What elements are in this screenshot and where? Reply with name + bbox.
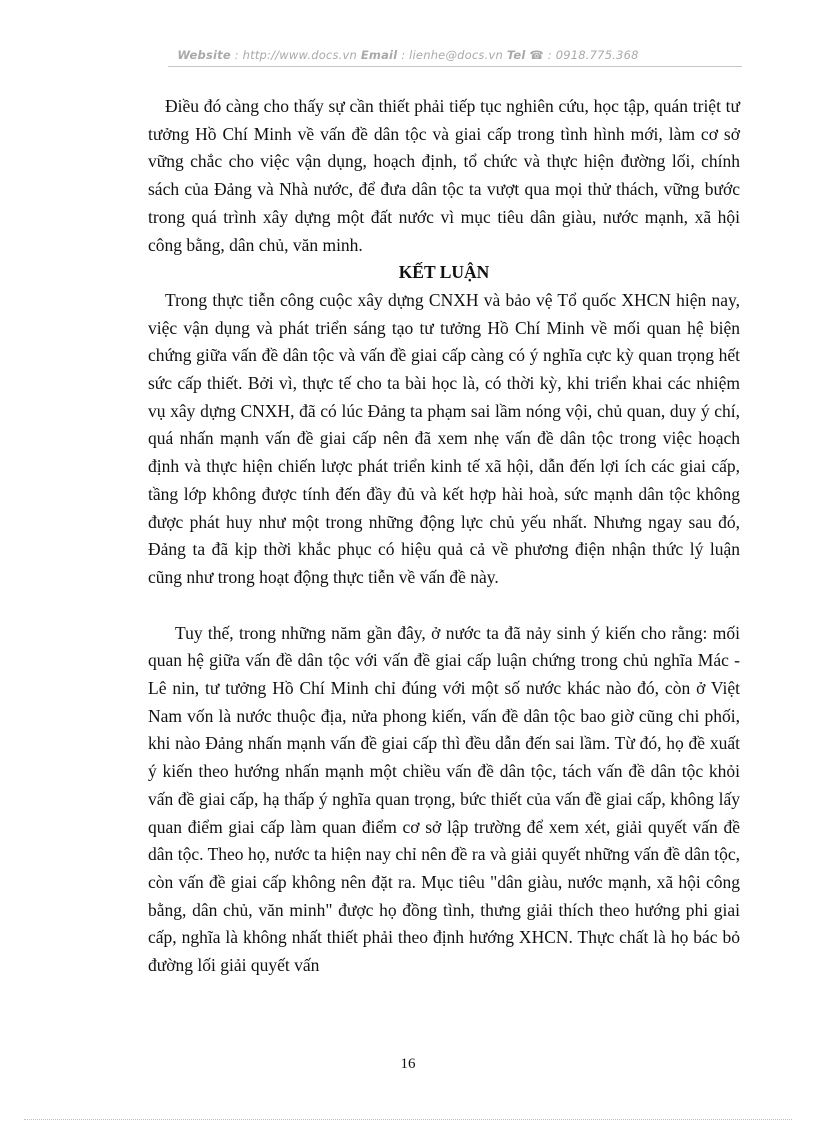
- paragraph-counterview: Tuy thế, trong những năm gần đây, ở nước ta đã nảy sinh ý kiến cho rằng: mối quan hệ giữa vấn đề dân tộc với vấn đề giai cấp luận chứng trong chủ nghĩa Mác - Lê nin, tư tưởng Hồ Chí Minh chỉ đúng với một số nước khác nào đó, còn ở Việt Nam vốn là nước thuộc địa, nửa phong kiến, vấn đề dân tộc bao giờ cũng chi phối, khi nào Đảng nhấn mạnh vấn đề giai cấp thì đều dẫn đến sai lầm. Từ đó, họ đề xuất ý kiến theo hướng nhấn mạnh một chiều vấn đề dân tộc, tách vấn đề dân tộc khỏi vấn đề giai cấp, hạ thấp ý nghĩa quan trọng, bức thiết của vấn đề giai cấp, không lấy quan điểm giai cấp làm quan điểm cơ sở lập trường để xem xét, giải quyết vấn đề dân tộc. Theo họ, nước ta hiện nay chỉ nên đề ra và giải quyết những vấn đề dân tộc, còn vấn đề giai cấp không nên đặt ra. Mục tiêu "dân giàu, nước mạnh, xã hội công bằng, dân chủ, văn minh" được họ đồng tình, thưng giải thích theo hướng phi giai cấp, nghĩa là không nhất thiết phải theo định hướng XHCN. Thực chất là họ bác bỏ đường lối giải quyết vấn: [148, 622, 740, 976]
- paragraph-intro: Điều đó càng cho thấy sự cần thiết phải tiếp tục nghiên cứu, học tập, quán triệt tư tưởng Hồ Chí Minh về vấn đề dân tộc và giai cấp trong tình hình mới, làm cơ sở vững chắc cho việc vận dụng, hoạch định, tổ chức và thực hiện đường lối, chính sách của Đảng và Nhà nước, để đưa dân tộc ta vượt qua mọi thử thách, vững bước trong quá trình xây dựng một đất nước vì mục tiêu dân giàu, nước mạnh, xã hội công bằng, dân chủ, văn minh.: [148, 96, 740, 255]
- document-body: [148, 93, 740, 980]
- page-number: 16: [400, 1056, 416, 1072]
- email-address: lienhe@docs.vn: [409, 48, 503, 62]
- website-url: http://www.docs.vn: [242, 48, 357, 62]
- header-divider: [168, 66, 742, 67]
- section-heading: KẾT LUẬN: [398, 262, 490, 283]
- email-label: Email: [360, 48, 398, 62]
- website-label: Website: [177, 48, 231, 62]
- website-separator: :: [230, 48, 243, 62]
- tel-separator: :: [543, 48, 556, 62]
- tel-number: 0918.775.368: [555, 48, 639, 62]
- footer-divider: [24, 1119, 792, 1120]
- email-separator: :: [397, 48, 410, 62]
- page-header: [0, 48, 816, 62]
- phone-icon: ☎: [529, 48, 544, 62]
- paragraph-conclusion: Trong thực tiễn công cuộc xây dựng CNXH và bảo vệ Tổ quốc XHCN hiện nay, việc vận dụng và phát triển sáng tạo tư tưởng Hồ Chí Minh về mối quan hệ biện chứng giữa vấn đề dân tộc và vấn đề giai cấp càng có ý nghĩa cực kỳ quan trọng hết sức cấp thiết. Bởi vì, thực tế cho ta bài học là, có thời kỳ, khi triển khai các nhiệm vụ xây dựng CNXH, đã có lúc Đảng ta phạm sai lầm nóng vội, chủ quan, duy ý chí, quá nhấn mạnh vấn đề giai cấp nên đã xem nhẹ vấn đề dân tộc trong việc hoạch định và thực hiện chiến lược phát triển kinh tế xã hội, dẫn đến lợi ích các giai cấp, tầng lớp không được tính đến đầy đủ và kết hợp hài hoà, sức mạnh dân tộc không được phát huy như một trong những động lực chủ yếu nhất. Nhưng ngay sau đó, Đảng ta đã kịp thời khắc phục có hiệu quả cả về phương điện nhận thức lý luận cũng như trong hoạt động thực tiễn về vấn đề này.: [148, 289, 740, 587]
- tel-label: Tel: [506, 48, 526, 62]
